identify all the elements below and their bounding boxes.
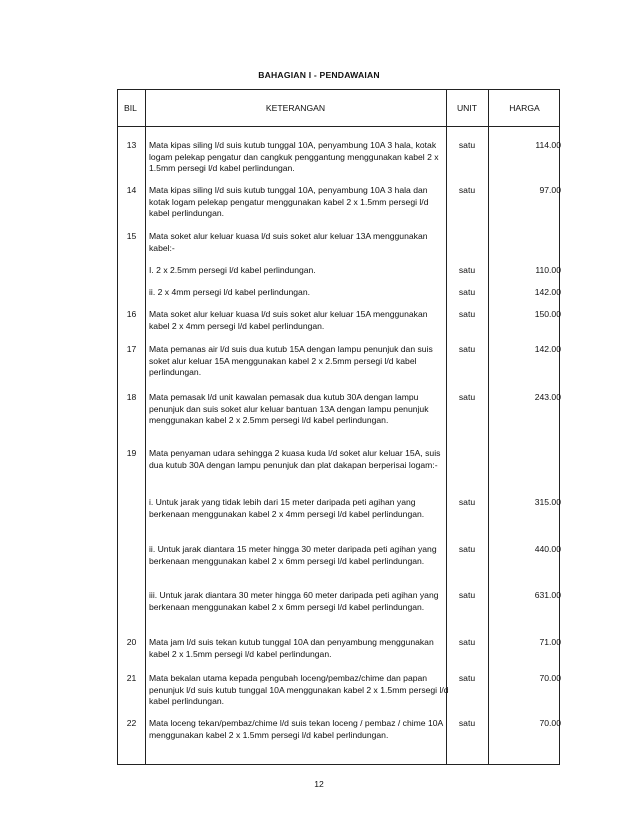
row-harga-value: 97.00 [539, 185, 561, 195]
row-keterangan: I. 2 x 2.5mm persegi l/d kabel perlindungan. [149, 265, 316, 275]
row-keterangan: Mata jam l/d suis tekan kutub tunggal 10A dan penyambung menggunakan kabel 2 x 1.5mm persegi l/d kabel perlindungan. [149, 637, 434, 659]
row-keterangan: Mata pemasak l/d unit kawalan pemasak dua kutub 30A dengan lampu penunjuk dan suis soket alur keluar bantuan 13A dengan lampu penunjuk menggunakan kabel 2 x 2.5mm persegi l/d kabel perlindungan. [149, 392, 429, 426]
row-unit: satu [458, 309, 476, 319]
row-bil: 22 [126, 718, 137, 728]
row-harga [490, 637, 561, 647]
row-keterangan: Mata penyaman udara sehingga 2 kuasa kuda l/d soket alur keluar 15A, suis dua kutub 30A dengan lampu penunjuk dan plat dakapan berperisai logam:- [149, 448, 441, 470]
row-keterangan: Mata soket alur keluar kuasa l/d suis soket alur keluar 13A menggunakan kabel:- [149, 231, 428, 253]
header-harga: HARGA [509, 103, 540, 113]
row-keterangan: ii. Untuk jarak diantara 15 meter hingga 30 meter daripada peti agihan yang berkenaan menggunakan kabel 2 x 6mm persegi l/d kabel perlindungan. [149, 544, 437, 566]
row-harga [490, 448, 561, 458]
row-harga-value: 243.00 [534, 392, 561, 402]
row-keterangan: i. Untuk jarak yang tidak lebih dari 15 meter daripada peti agihan yang berkenaan menggunakan kabel 2 x 4mm persegi l/d kabel perlindungan. [149, 497, 425, 519]
row-unit: satu [458, 392, 476, 402]
row-harga-value: 315.00 [534, 497, 561, 507]
row-keterangan: ii. 2 x 4mm persegi l/d kabel perlindungan. [149, 287, 310, 297]
row-harga-value: 114.00 [535, 140, 561, 150]
row-harga-value: 110.00 [535, 265, 561, 275]
row-unit: satu [458, 590, 476, 600]
row-keterangan: Mata bekalan utama kepada pengubah loceng/pembaz/chime dan papan penunjuk l/d suis kutub tunggal 10A menggunakan kabel 2 x 1.5mm persegi l/d kabel perlindungan. [149, 673, 449, 707]
row-unit: satu [458, 637, 476, 647]
header-keterangan: KETERANGAN [265, 103, 326, 113]
row-unit: satu [458, 140, 476, 150]
row-harga [490, 287, 561, 297]
row-unit: satu [458, 497, 476, 507]
row-harga [490, 392, 561, 402]
row-bil: 21 [126, 673, 137, 683]
row-harga [490, 673, 561, 683]
row-harga [490, 265, 561, 275]
column-divider [488, 90, 489, 764]
row-harga [490, 309, 561, 319]
row-keterangan: Mata kipas siling l/d suis kutub tunggal 10A, penyambung 10A 3 hala, kotak logam pelekap pengatur dan cangkuk penggantung menggunakan kabel 2 x 1.5mm persegi l/d kabel perlindungan. [149, 140, 439, 174]
row-bil: 15 [126, 231, 137, 241]
row-unit: satu [458, 185, 476, 195]
row-unit: satu [458, 344, 476, 354]
row-keterangan: Mata kipas siling l/d suis kutub tunggal 10A, penyambung 10A 3 hala dan kotak logam pelekap pengatur menggunakan kabel 2 x 1.5mm persegi l/d kabel perlindungan. [149, 185, 429, 219]
row-harga [490, 344, 561, 354]
row-harga [490, 497, 561, 507]
row-keterangan: Mata pemanas air l/d suis dua kutub 15A dengan lampu penunjuk dan suis soket alur keluar 15A menggunakan kabel 2 x 2.5mm persegi l/d kabel perlindungan. [149, 344, 433, 378]
row-unit: satu [458, 544, 476, 554]
row-harga [490, 140, 561, 150]
row-harga [490, 544, 561, 554]
row-unit: satu [458, 718, 476, 728]
row-bil: 16 [126, 309, 137, 319]
row-unit: satu [458, 673, 476, 683]
row-bil: 13 [126, 140, 137, 150]
row-bil: 17 [126, 344, 137, 354]
column-divider [145, 90, 146, 764]
row-unit: satu [458, 265, 476, 275]
price-table [117, 89, 560, 765]
row-harga-value: 440.00 [534, 544, 561, 554]
row-harga [490, 590, 561, 600]
row-bil: 14 [126, 185, 137, 195]
row-harga [490, 231, 561, 241]
row-keterangan: Mata soket alur keluar kuasa l/d suis soket alur keluar 15A menggunakan kabel 2 x 4mm persegi l/d kabel perlindungan. [149, 309, 428, 331]
row-harga-value: 142.00 [534, 287, 561, 297]
header-divider [118, 126, 559, 127]
row-harga-value: 70.00 [539, 718, 561, 728]
header-unit: UNIT [456, 103, 478, 113]
header-bil: BIL [124, 103, 137, 113]
row-harga-value: 70.00 [539, 673, 561, 683]
row-harga-value: 71.00 [539, 637, 561, 647]
row-harga [490, 185, 561, 195]
row-harga-value: 631.00 [534, 590, 561, 600]
row-bil: 19 [126, 448, 137, 458]
row-bil: 20 [126, 637, 137, 647]
row-bil: 18 [126, 392, 137, 402]
row-harga [490, 718, 561, 728]
page-title: BAHAGIAN I - PENDAWAIAN [258, 70, 380, 80]
row-keterangan: iii. Untuk jarak diantara 30 meter hingga 60 meter daripada peti agihan yang berkenaan menggunakan kabel 2 x 6mm persegi l/d kabel perlindungan. [149, 590, 439, 612]
row-harga-value: 150.00 [534, 309, 561, 319]
row-unit: satu [458, 287, 476, 297]
page-number: 12 [314, 779, 324, 789]
row-harga-value: 142.00 [534, 344, 561, 354]
row-keterangan: Mata loceng tekan/pembaz/chime l/d suis tekan loceng / pembaz / chime 10A menggunakan kabel 2 x 1.5mm persegi l/d kabel perlindungan. [149, 718, 443, 740]
